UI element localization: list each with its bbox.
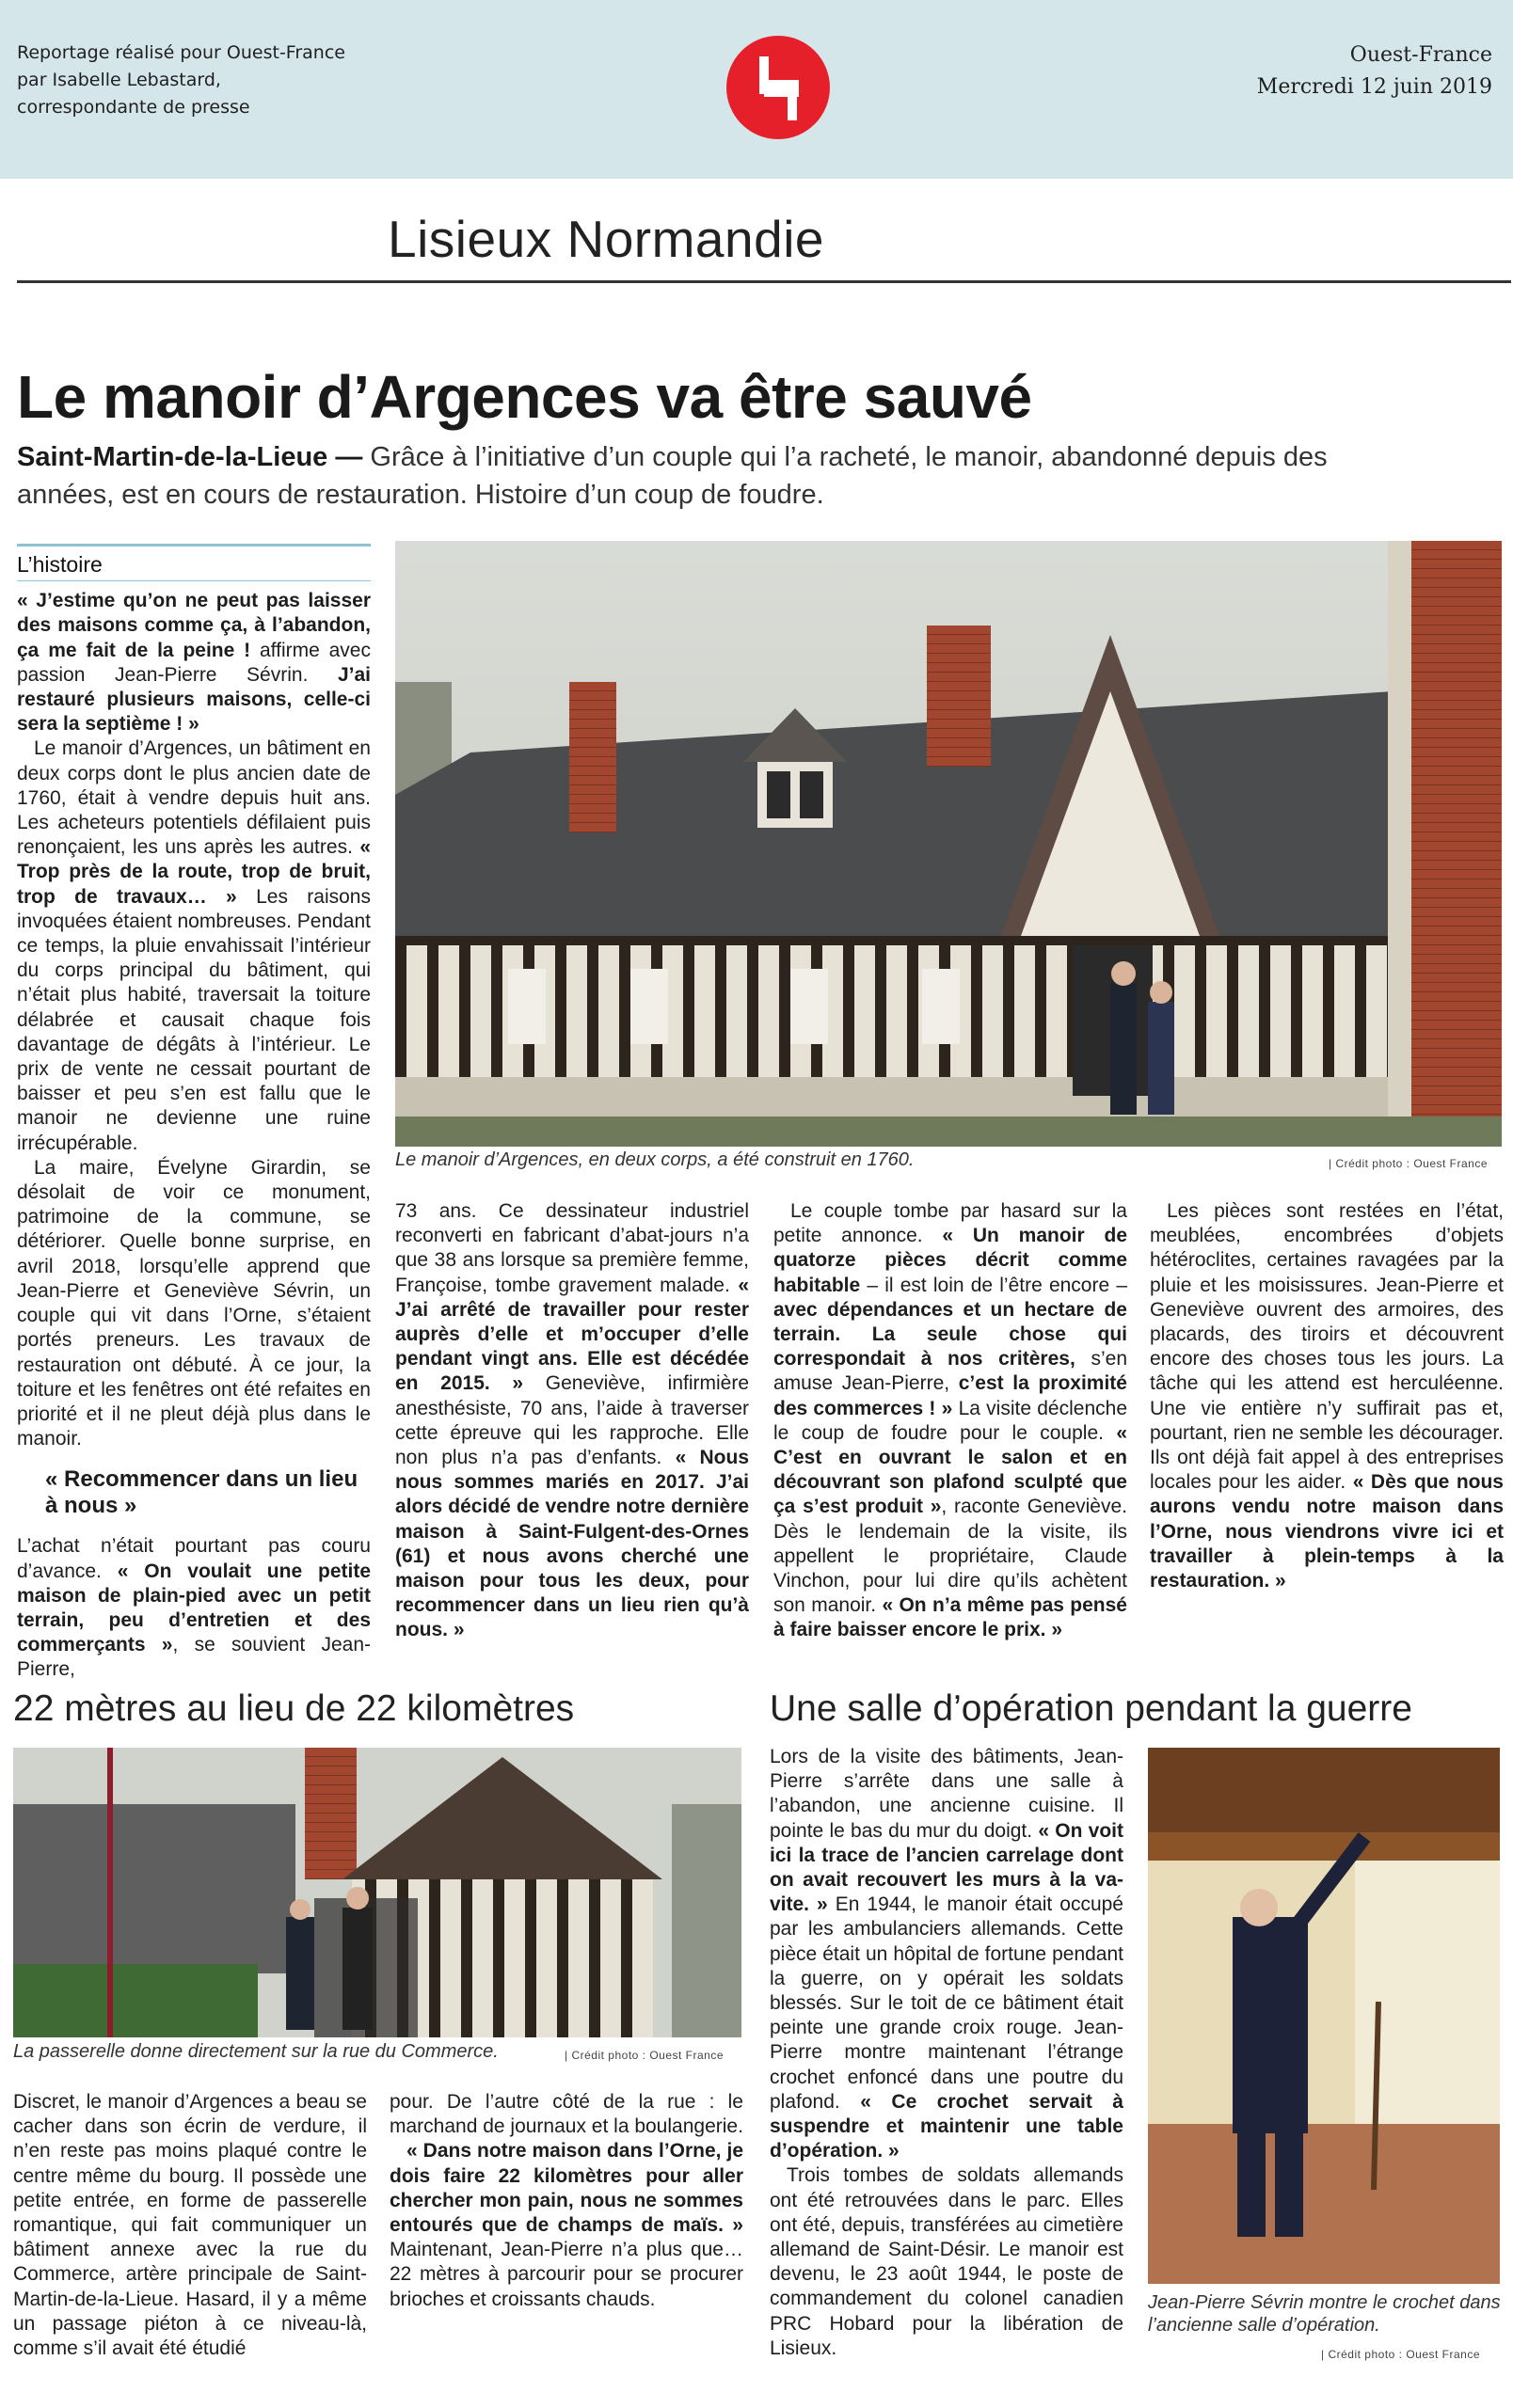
text: La visite déclenche le coup de foudre pour le couple. [773, 1397, 1127, 1444]
manor-photo-caption: Le manoir d’Argences, en deux corps, a été construit en 1760. [395, 1149, 915, 1170]
hook-photo-credit: | Crédit photo : Ouest France [1321, 2348, 1481, 2361]
quote: « Dans notre maison dans l’Orne, je dois faire 22 kilomètres pour aller chercher mon pain, nous ne sommes entourés que de champs de maïs. » [390, 2140, 743, 2237]
text: Le manoir d’Argences, un bâtiment en deux corps dont le plus ancien date de 1760, était à vendre depuis huit ans. Les acheteurs potentiels défilaient puis renonçaient, les uns après les autres. [17, 737, 371, 859]
manor-photo [395, 541, 1502, 1147]
section-divider [17, 280, 1511, 283]
text: Geneviève, infirmière anesthésiste, 70 ans, l’aide à traverser cette épreuve qui les rapproche. Elle non plus n’a pas d’enfants. [395, 1372, 749, 1469]
paragraph [773, 1199, 1127, 1643]
quote: avec dépendances et un hectare de terrain. La seule chose qui correspondait à nos critères, [773, 1298, 1127, 1370]
paragraph: Trois tombes de soldats allemands ont été retrouvées dans le parc. Elles ont été, depuis, transférées au cimetière allemand de Saint-Désir. Le manoir est devenu, le 23 août 1944, le poste de commandement du colonel canadien PRC Hobard pour la libération de Lisieux. [770, 2164, 1123, 2359]
quote: « C’est en ouvrant le salon et en découvrant son plafond sculpté que ça s’est produit » [773, 1421, 1127, 1518]
text: – il est loin de l’être encore – [860, 1274, 1127, 1296]
footbridge-illustration [13, 1748, 741, 2037]
paragraph [770, 1745, 1123, 2163]
text: Lors de la visite des bâtiments, Jean-Pierre s’arrête dans une salle à l’abandon, une ancienne cuisine. Il pointe le bas du mur du doigt. [770, 1746, 1123, 1842]
ouest-france-logo [726, 36, 830, 139]
lede [17, 438, 1353, 514]
article-column-3 [773, 1199, 1127, 1643]
text: affirme avec passion Jean-Pierre Sévrin. [17, 639, 371, 686]
header-banner [0, 0, 1513, 179]
paragraph: Discret, le manoir d’Argences a beau se cacher dans son écrin de verdure, il n’en reste pas moins plaqué contre le centre même du bourg. Il possède une petite entrée, en forme de passerelle romantique, qui fait communiquer un bâtiment annexe avec la rue du Commerce, artère principale de Saint-Martin-de-la-Lieue. Hasard, il y a même un passage piéton à ce niveau-là, comme s’il avait été étudié [13, 2091, 367, 2360]
quote: « Nous nous sommes mariés en 2017. J’ai alors décidé de vendre notre dernière maison à Saint-Fulgent-des-Ornes (61) et nous avons cherché une maison pour tous les deux, pour recommencer dans un lieu rien qu’à nous. » [395, 1447, 750, 1641]
text: Maintenant, Jean-Pierre n’a plus que… 22 mètres à parcourir pour se procurer brioches et croissants chauds. [390, 2239, 743, 2310]
hook-photo [1148, 1748, 1500, 2284]
quote: « On voulait une petite maison de plain-pied avec un petit terrain, peu d’entretien et des commerçants » [17, 1560, 371, 1656]
text: 73 ans. Ce dessinateur industriel reconverti en fabricant d’abat-jours n’a que 38 ans lorsque sa première femme, Françoise, tombe gravement malade. [395, 1200, 749, 1296]
lede-place: Saint-Martin-de-la-Lieue — [17, 442, 363, 472]
byline [17, 40, 345, 121]
subhead-22-metres: 22 mètres au lieu de 22 kilomètres [13, 1688, 575, 1729]
subhead-operating-room: Une salle d’opération pendant la guerre [770, 1688, 1412, 1729]
quote: « J’ai arrêté de travailler pour rester auprès d’elle et m’occuper d’elle pendant vingt ans. Elle est décédée en 2015. » [395, 1274, 749, 1395]
byline-line: Reportage réalisé pour Ouest-France [17, 42, 345, 63]
manor-photo-credit: | Crédit photo : Ouest France [1329, 1157, 1489, 1170]
byline-line: par Isabelle Lebastard, [17, 70, 221, 90]
text: Les raisons invoquées étaient nombreuses. Pendant ce temps, la pluie envahissait l’intérieur du corps principal du bâtiment, qui n’était plus habité, traversait la toiture délabrée et causait chaque fois davantage de dégâts à l’intérieur. Le prix de vente ne cessait pourtant de baisser et peu s’en est fallu que le manoir ne devienne une ruine irrécupérable. [17, 885, 371, 1154]
footbridge-caption: La passerelle donne directement sur la rue du Commerce. [13, 2041, 499, 2062]
paragraph [1150, 1199, 1504, 1593]
paragraph [390, 2139, 743, 2311]
text: L’achat n’était pourtant pas couru d’avance. [17, 1535, 371, 1582]
text: Le couple tombe par hasard sur la petite annonce. [773, 1200, 1127, 1247]
hook-photo-caption: Jean-Pierre Sévrin montre le crochet dans l’ancienne salle d’opération. [1148, 2292, 1501, 2336]
story-column-c [770, 1745, 1123, 2361]
quote: « Dès que nous aurons vendu notre maison dans l’Orne, nous viendrons vivre ici et travailler à plein-temps à la restauration. » [1150, 1471, 1504, 1592]
text: s’en amuse Jean-Pierre, [773, 1348, 1127, 1395]
story-column-a [13, 2090, 367, 2361]
pull-quote: « Recommencer dans un lieu à nous » [45, 1466, 358, 1519]
quote: « On n’a même pas pensé à faire baisser encore le prix. » [773, 1594, 1127, 1641]
lede-text: Grâce à l’initiative d’un couple qui l’a racheté, le manoir, abandonné depuis des années, est en cours de restauration. Histoire d’un coup de foudre. [17, 442, 1328, 510]
kicker-label: L’histoire [17, 544, 371, 581]
quote: « Un manoir de quatorze pièces décrit comme habitable [773, 1225, 1127, 1296]
publication-date: Mercredi 12 juin 2019 [1256, 75, 1492, 99]
footbridge-photo [13, 1748, 741, 2037]
quote: c’est la proximité des commerces ! » [773, 1372, 1127, 1419]
publication-name: Ouest-France [1349, 43, 1492, 67]
paragraph [17, 737, 371, 1155]
manor-illustration [395, 541, 1502, 1147]
article-column-4 [1150, 1199, 1504, 1593]
story-column-b [390, 2090, 743, 2312]
article-column-2 [395, 1199, 749, 1643]
text: , raconte Geneviève. Dès le lendemain de la visite, ils appellent le propriétaire, Claude Vinchon, pour lui dire qu’ils achètent son manoir. [773, 1496, 1128, 1617]
text: En 1944, le manoir était occupé par les ambulanciers allemands. Cette pièce était un hôpital de fortune pendant la guerre, on y opérait les soldats blessés. Sur le toit de ce bâtiment était peinte une grande croix rouge. Jean-Pierre montre maintenant l’étrange crochet enfoncé dans une poutre du plafond. [770, 1893, 1123, 2113]
hook-illustration [1148, 1748, 1500, 2284]
quote: « On voit ici la trace de l’ancien carrelage dont on avait recouvert les murs à la va-vite. » [770, 1819, 1123, 1916]
text: Les pièces sont restées en l’état, meublées, encombrées d’objets hétéroclites, certaines ravagées par la pluie et les moisissures. Jean-Pierre et Geneviève ouvrent des armoires, des placards, des tiroirs et découvrent encore des choses tous les jours. La tâche qui les attend est herculéenne. Une vie entière n’y suffirait pas et, pourtant, rien ne semble les décourager. Ils ont déjà fait appel à des entreprises locales pour les aider. [1150, 1200, 1504, 1494]
publication-info [1257, 40, 1492, 103]
footbridge-credit: | Crédit photo : Ouest France [565, 2049, 725, 2062]
paragraph: pour. De l’autre côté de la rue : le marchand de journaux et la boulangerie. [390, 2091, 743, 2138]
quote: « J’estime qu’on ne peut pas laisser des maisons comme ça, à l’abandon, ça me fait de la peine ! [17, 590, 371, 661]
byline-line: correspondante de presse [17, 97, 250, 118]
text: , se souvient Jean-Pierre, [17, 1634, 372, 1681]
paragraph [17, 589, 371, 737]
headline: Le manoir d’Argences va être sauvé [17, 363, 1032, 431]
quote: « Ce crochet servait à suspendre et maintenir une table d’opération. » [770, 2090, 1123, 2162]
section-title: Lisieux Normandie [388, 210, 824, 268]
quote: J’ai restauré plusieurs maisons, celle-ci sera la septième ! » [17, 663, 371, 736]
quote: « Trop près de la route, trop de bruit, trop de travaux… » [17, 836, 371, 908]
paragraph [395, 1199, 749, 1643]
article-column-1 [17, 544, 371, 1683]
paragraph: La maire, Évelyne Girardin, se désolait de voir ce monument, patrimoine de la commune, se détériorer. Quelle bonne surprise, en avril 2018, lorsqu’elle apprend que Jean-Pierre et Geneviève Sévrin, un couple qui vit dans l’Orne, s’étaient portés preneurs. Les travaux de restauration ont débuté. À ce jour, la toiture et les fenêtres ont été refaites en priorité et il ne pleut déjà plus dans le manoir. [17, 1156, 371, 1450]
paragraph [17, 1534, 371, 1682]
